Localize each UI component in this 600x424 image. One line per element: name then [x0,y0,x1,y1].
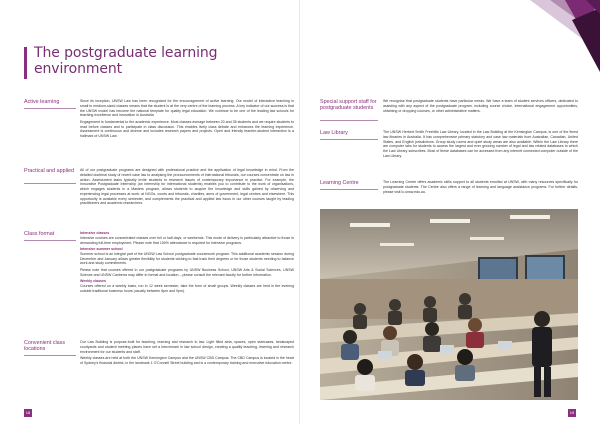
section-rule [24,183,76,184]
section-body [80,231,294,295]
section-body [80,340,294,367]
paragraph: The UNSW Herbert Smith Freehills Law Library, located in the Law Building at the Kensington Campus, is one of the finest law libraries in Australia. It has comprehensive primary statutory and case law materials from Australian, Canadian, United States, and English jurisdictions. Group study rooms and quiet study areas are also available. Within the Law Library there are computer labs for students to access the largest and ever growing number of legal and law related databases to which the Law Library subscribes. Most of these databases can be accessed from any internet connected computer outside of the Law Library. [383,130,578,158]
paragraph-text: Intensive courses are concentrated classes over full or half-days, or weekends. This mode of delivery is particularly attractive to those in demanding full-time employment. Please note that 100% attendance is required for intensive programs. [80,235,294,245]
paragraph: Please note that courses offered in our postgraduate programs by UNSW Business School, UNSW Arts & Social Sciences, UNSW Science and UNSW Canberra may differ in format and location – please consult the relevant faculty for further information. [80,267,294,277]
subhead: Weekly classes [80,279,106,284]
page-number-right: 19 [569,410,575,415]
corner-decoration [510,0,600,72]
paragraph [80,231,294,245]
classroom-illustration [320,209,578,400]
section-label: Special support staff for postgraduate students [320,99,377,112]
paragraph: All of our postgraduate programs are designed with professional practice and the application of legal knowledge in mind. From the detailed doctrinal study of recent case law to analysing the pronouncements of international tribunals, our courses concentrate on law in action. Assessment tasks typically invite students to research issues of contemporary importance in practice. For example, the Innovative Postgraduate Internship (an internship for international students) enables you to contribute to the work of organisations, which engages students in a Masters program, allows students to acquire the knowledge and skills gained by observing and experiencing legal processes at work: at NGOs, courts and tribunals, charities, arms of government, legal centres and elsewhere. This opportunity is available every semester, and complements the practical and applied law focus in our other courses taught by leading practitioners and academic researchers. [80,168,294,206]
section-body [383,99,578,115]
section-practical-applied [24,168,294,230]
section-body [383,130,578,160]
paragraph [80,279,294,293]
classroom-photo [320,209,578,400]
section-support-staff [320,99,578,129]
section-rule [24,240,76,241]
section-label: Class format [24,231,55,237]
section-rule [24,108,76,109]
title-accent-bar [24,47,27,79]
paragraph: Our Law Building is purpose-built for teaching, learning and research in law. Light filled atria, spaces, open staircases, landscaped courtyards and student meeting places have set a benchmark in law school design, creating a quality teaching, learning and research environment for our students and staff. [80,340,294,354]
page-number-left: 18 [25,410,31,415]
paragraph: Weekly classes are held at both the UNSW Kensington Campus and the UNSW CBD Campus. The CBD Campus is located in the heart of Sydney's financial district, in the landmark 1 O'Connell Street building and is a contemporary training and executive education centre. [80,356,294,365]
section-label: Practical and applied [24,168,75,174]
section-rule [320,120,378,121]
section-class-locations [24,340,294,400]
paragraph [80,247,294,266]
section-rule [320,139,378,140]
section-rule [24,355,76,356]
paragraph: We recognise that postgraduate students have particular needs. We have a team of student services officers, dedicated to assisting with any aspect of the postgraduate program, including course choice, international engagement opportunities, obtaining or dropping courses, or other administrative matters. [383,99,578,113]
section-rule [320,189,378,190]
paragraph-text: Courses offered on a weekly basis, run in 12 week semester, take the form of small groups. Weekly classes are held in the evening outside traditional business hours (usually between 6pm and 9pm). [80,283,294,293]
paragraph-text: Summer school is an integral part of the UNSW Law School postgraduate coursework program. This additional academic session during December and January allows greater flexibility for students wishing to fast track their degrees or for those students needing to balance work and study commitments. [80,251,294,266]
section-label: Learning Centre [320,180,359,186]
section-learning-centre [320,180,578,204]
section-label: Convenient class locations [24,340,66,353]
section-body [80,168,294,208]
subhead: Intensive summer school [80,247,123,252]
paragraph: Since its inception, UNSW Law has been recognised for the encouragement of active learning. Our model of interactive teaching in small to medium-sized classes means that the student is at the very centre of the learning process. A key indicator of our success is that the UNSW model has become the national template for quality legal education. We continue to be one of the leading law schools for teaching excellence and innovation in Australia. [80,99,294,118]
section-law-library [320,130,578,174]
section-active-learning [24,99,294,179]
page-divider [299,0,300,424]
page-title: The postgraduate learning environment [34,45,218,77]
subhead: Intensive classes [80,231,110,235]
paragraph: The Learning Centre offers academic skills support to all students enrolled at UNSW, with many resources specifically for postgraduate students. The Centre also offers a range of learning and language assistance programs. For further details, please visit lc.unsw.edu.au. [383,180,578,194]
section-label: Law Library [320,130,348,136]
section-body [80,99,294,141]
section-body [383,180,578,196]
paragraph: Engagement is fundamental to the academic experience. Most classes average between 20 and 35 students and we require students to read before classes and to participate in class discussion. This enables lively class debate and enhances the learning experience. Assessment is continuous and diverse and includes research papers and projects. Open and friendly teacher-student interaction is a hallmark of UNSW Law. [80,119,294,139]
section-label: Active learning [24,99,60,105]
section-class-format [24,231,294,313]
